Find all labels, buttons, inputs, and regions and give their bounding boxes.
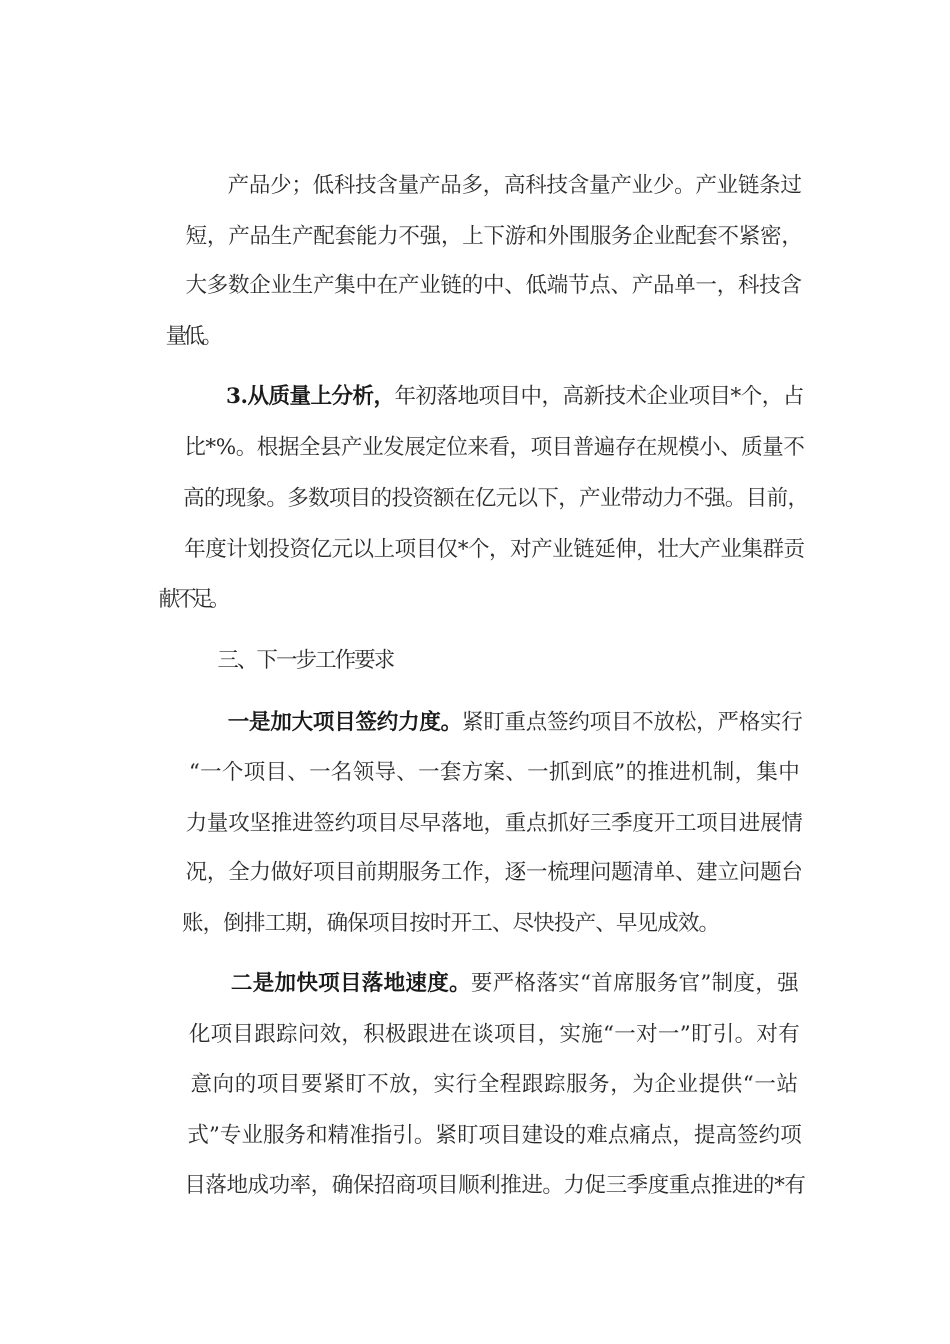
text-run: 大多数企业生产集中在产业链的中、低端节点、产品单一，科技含 [185,273,802,298]
text-line [146,722,800,785]
text-line [146,822,803,885]
text-run: 况，全力做好项目前期服务工作，逐一梳理问题清单、建立问题台 [185,860,803,885]
bold-lead-run: 3.从质量上分析， [226,384,395,409]
text-line [146,286,220,349]
text-line [146,397,805,460]
text-line [188,346,804,409]
bold-lead-run: 一是加大项目签约力度。 [227,710,462,735]
text-run: 短，产品生产配套能力不强，上下游和外围服务企业配套不紧密， [185,224,803,249]
text-line [146,873,720,936]
text-run: 年度计划投资亿元以上项目仅*个，对产业链延伸，壮大产业集群贡 [184,537,805,562]
text-run: 意向的项目要紧盯不放，实行全程跟踪服务，为企业提供“一站 [190,1072,799,1097]
text-line [146,235,802,298]
text-run: 目落地成功率，确保招商项目顺利推进。力促三季度重点推进的*有 [184,1173,806,1198]
text-line [146,984,800,1047]
text-run: 高的现象。多数项目的投资额在亿元以下，产业带动力不强。目前， [183,486,809,511]
text-run: 式”专业服务和精准指引。紧盯项目建设的难点痛点，提高签约项 [187,1123,802,1148]
text-run: “一个项目、一名领导、一套方案、一抓到底”的推进机制，集中 [188,760,800,785]
text-run: 要严格落实“首席服务官”制度，强 [470,971,799,996]
text-line [146,186,803,249]
bold-lead-run: 二是加快项目落地速度。 [230,971,471,996]
text-run: 比*%。根据全县产业发展定位来看，项目普遍存在规模小、质量不 [184,435,805,460]
text-line [188,933,799,996]
text-run: 量低。 [165,324,220,349]
text-line [146,448,809,511]
text-run: 紧盯重点签约项目不放松，严格实行 [461,710,803,735]
text-line [146,499,805,562]
section-heading [188,610,394,673]
text-run: 账，倒排工期，确保项目按时开工、尽快投产、早见成效。 [181,911,720,936]
text-run: 力量攻坚推进签约项目尽早落地，重点抓好三季度开工项目进展情 [185,811,803,836]
text-run: 化项目跟踪问效，积极跟进在谈项目，实施“一对一”盯引。对有 [188,1022,800,1047]
text-run: 献不足。 [158,587,226,612]
text-line [146,549,226,612]
text-run: 年初落地项目中，高新技术企业项目*个，占 [394,384,804,409]
text-line [146,1085,802,1148]
text-line [146,1135,806,1198]
text-line [146,773,803,836]
text-line [188,135,802,198]
text-run: 三、下一步工作要求 [217,648,394,673]
text-run: 产品少；低科技含量产品多，高科技含量产业少。产业链条过 [227,173,802,198]
text-line [188,672,803,735]
text-line [146,1034,799,1097]
